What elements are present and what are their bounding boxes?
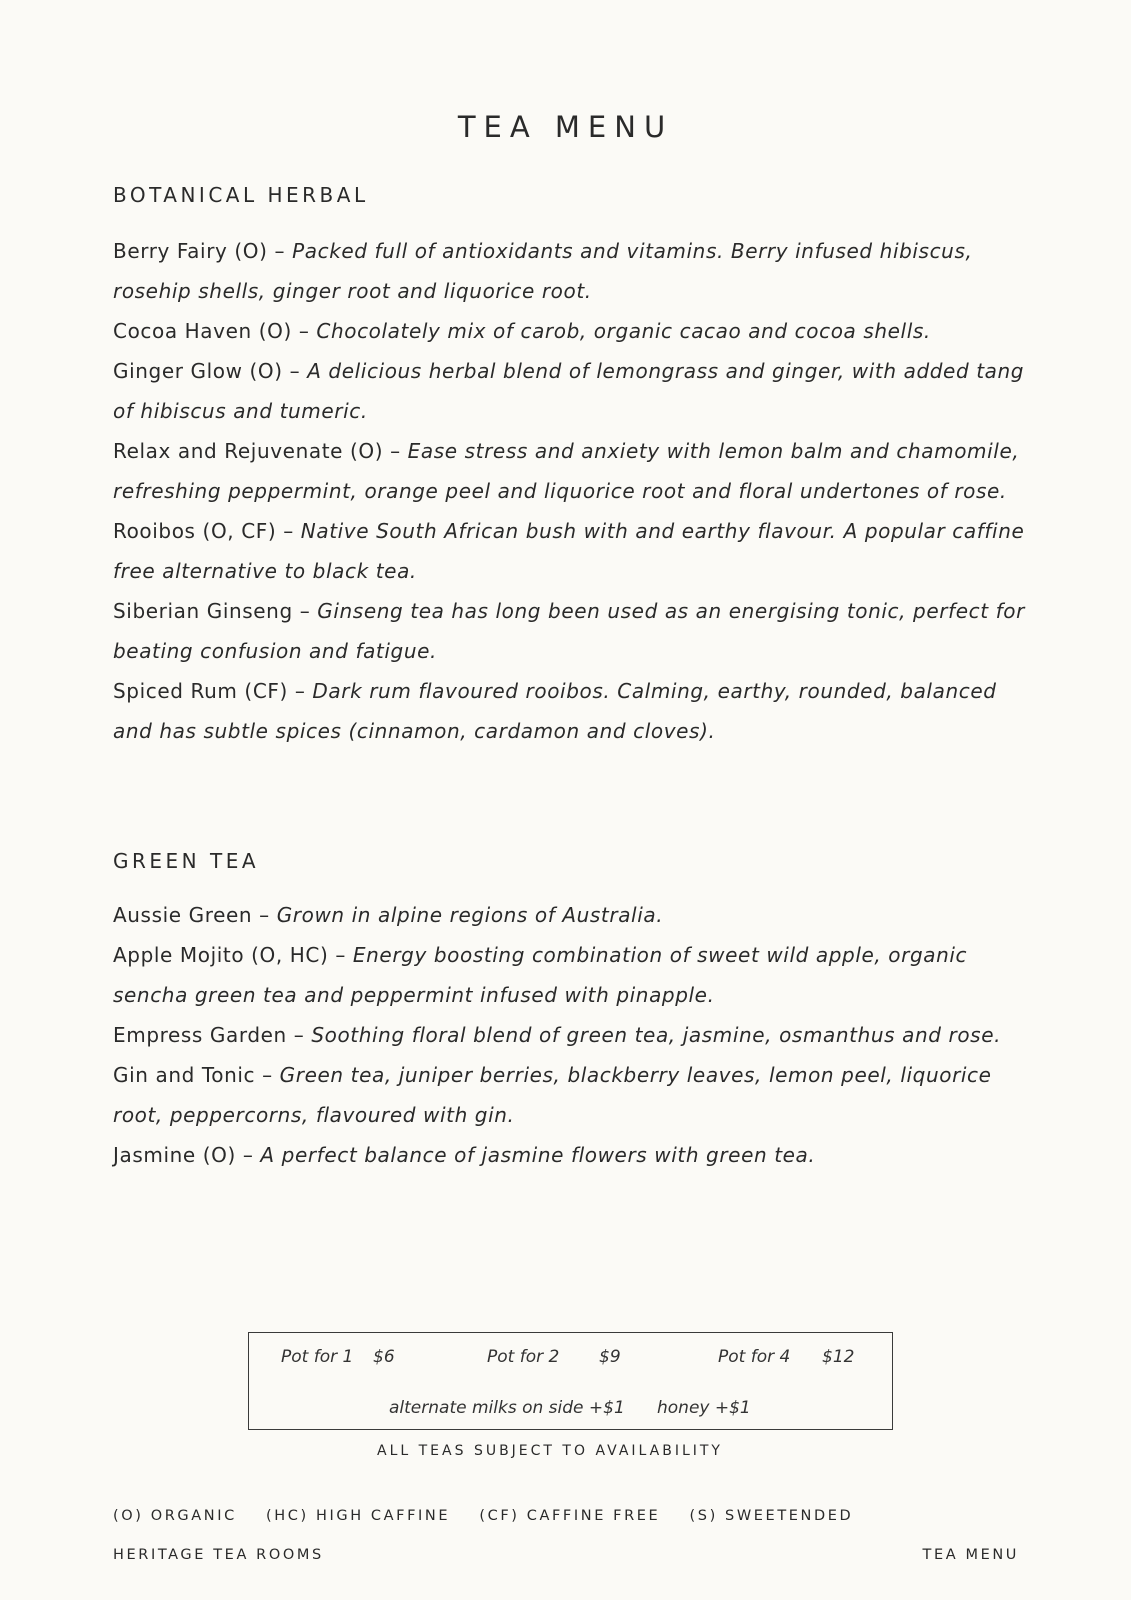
item-description: Grown in alpine regions of Australia. (276, 903, 664, 927)
pot-for-4-price: $12 (822, 1347, 855, 1367)
menu-item (113, 1015, 1033, 1055)
honey-note: honey +$1 (657, 1398, 751, 1418)
item-separator: – (291, 319, 317, 343)
item-description: Energy boosting combination of sweet wild apple, organic sencha green tea and peppermint infused with pinapple. (113, 943, 968, 1007)
item-name: Aussie Green (113, 903, 253, 927)
legend-item-high-caffine: (HC) HIGH CAFFINE (266, 1508, 451, 1524)
item-description: Packed full of antioxidants and vitamins. Berry infused hibiscus, rosehip shells, ginger root and liquorice root. (113, 239, 973, 303)
menu-item (113, 431, 1033, 511)
item-separator: – (255, 1063, 280, 1087)
menu-item (113, 311, 1033, 351)
item-separator: – (328, 943, 353, 967)
item-separator: – (252, 903, 277, 927)
menu-item (113, 1135, 1033, 1175)
item-separator: – (235, 1143, 261, 1167)
footer-document-title: TEA MENU (922, 1547, 1019, 1563)
item-separator: – (292, 599, 318, 623)
menu-item (113, 511, 1033, 591)
item-name: Spiced Rum (CF) (113, 679, 288, 703)
item-description: Chocolately mix of carob, organic cacao and cocoa shells. (316, 319, 931, 343)
item-separator: – (287, 679, 313, 703)
page-title: TEA MENU (457, 110, 674, 144)
legend-item-sweetended: (S) SWEETENDED (689, 1508, 854, 1524)
item-name: Gin and Tonic (113, 1063, 256, 1087)
pot-for-2-price: $9 (599, 1347, 621, 1367)
milk-note: alternate milks on side +$1 (389, 1398, 625, 1418)
item-description: A delicious herbal blend of lemongrass and ginger, with added tang of hibiscus and tumeric. (113, 359, 1025, 423)
item-description: Green tea, juniper berries, blackberry leaves, lemon peel, liquorice root, peppercorns, flavoured with gin. (113, 1063, 992, 1127)
pot-for-4-label: Pot for 4 (718, 1347, 791, 1367)
menu-item (113, 591, 1033, 671)
legend-item-caffine-free: (CF) CAFFINE FREE (479, 1508, 661, 1524)
pot-for-2-label: Pot for 2 (487, 1347, 560, 1367)
menu-item (113, 1055, 1033, 1135)
availability-note: ALL TEAS SUBJECT TO AVAILABILITY (377, 1443, 723, 1459)
pot-for-1-price: $6 (373, 1347, 395, 1367)
item-description: Dark rum flavoured rooibos. Calming, earthy, rounded, balanced and has subtle spices (cinnamon, cardamon and cloves). (113, 679, 997, 743)
item-name: Siberian Ginseng (113, 599, 293, 623)
item-separator: – (267, 239, 293, 263)
pot-for-1-label: Pot for 1 (281, 1347, 354, 1367)
item-name: Jasmine (O) (113, 1143, 236, 1167)
item-description: A perfect balance of jasmine flowers with green tea. (260, 1143, 816, 1167)
pricing-box (248, 1332, 893, 1430)
item-description: Native South African bush with and earthy flavour. A popular caffine free alternative to black tea. (113, 519, 1025, 583)
item-separator: – (286, 1023, 312, 1047)
green-tea-list (113, 895, 1033, 1175)
item-name: Relax and Rejuvenate (O) (113, 439, 384, 463)
menu-item (113, 231, 1033, 311)
item-name: Apple Mojito (O, HC) (113, 943, 329, 967)
footer-venue-name: HERITAGE TEA ROOMS (113, 1547, 324, 1563)
item-name: Rooibos (O, CF) (113, 519, 277, 543)
menu-item (113, 895, 1033, 935)
item-separator: – (383, 439, 408, 463)
item-name: Ginger Glow (O) (113, 359, 283, 383)
botanical-herbal-list (113, 231, 1033, 751)
item-name: Berry Fairy (O) (113, 239, 268, 263)
menu-item (113, 671, 1033, 751)
legend-item-organic: (O) ORGANIC (113, 1508, 237, 1524)
menu-item (113, 351, 1033, 431)
item-separator: – (282, 359, 308, 383)
item-description: Soothing floral blend of green tea, jasmine, osmanthus and rose. (311, 1023, 1002, 1047)
section-heading-green-tea: GREEN TEA (113, 849, 260, 873)
item-description: Ginseng tea has long been used as an energising tonic, perfect for beating confusion and fatigue. (113, 599, 1025, 663)
item-description: Ease stress and anxiety with lemon balm and chamomile, refreshing peppermint, orange peel and liquorice root and floral undertones of rose. (113, 439, 1020, 503)
menu-item (113, 935, 1033, 1015)
item-separator: – (276, 519, 301, 543)
legend (113, 1508, 875, 1524)
item-name: Cocoa Haven (O) (113, 319, 292, 343)
item-name: Empress Garden (113, 1023, 287, 1047)
section-heading-botanical-herbal: BOTANICAL HERBAL (113, 183, 369, 207)
